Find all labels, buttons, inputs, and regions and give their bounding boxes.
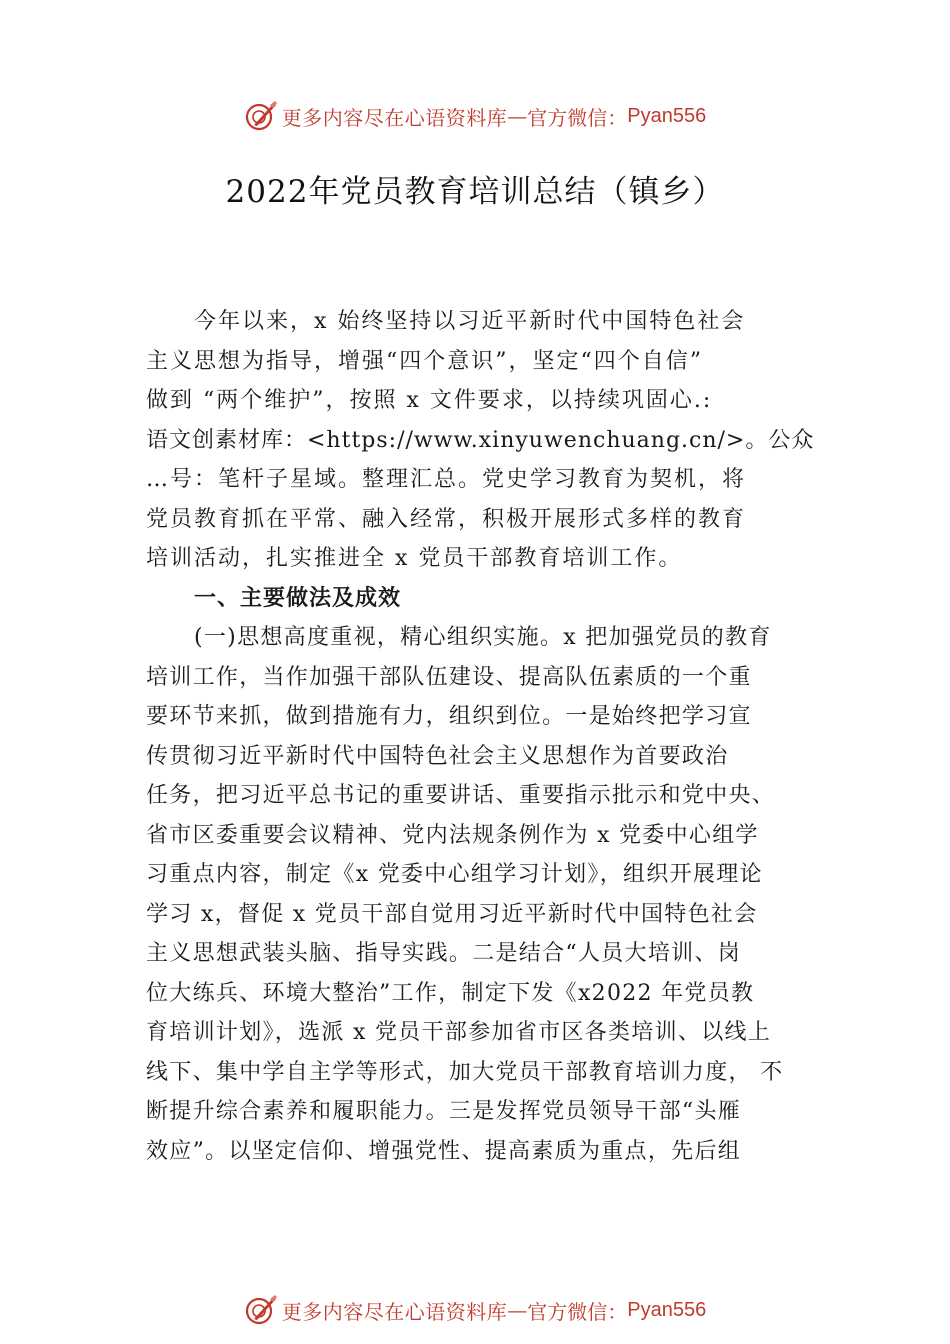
section-line: 传贯彻习近平新时代中国特色社会主义思想作为首要政治 — [146, 743, 729, 769]
intro-line: 主义思想为指导，增强“四个意识”，坚定“四个自信” — [146, 348, 703, 374]
banner-dash: — — [507, 104, 528, 128]
document-title: 2022年党员教育培训总结（镇乡） — [225, 174, 725, 210]
banner-main-text: 更多内容尽在心语资料库 — [281, 105, 508, 130]
section-line: 任务，把习近平总书记的重要讲话、重要指示批示和党中央、 — [146, 783, 776, 808]
quill-pen-logo-icon — [244, 1293, 278, 1327]
intro-line: 党员教育抓在平常、融入经常，积极开展形式多样的教育 — [146, 506, 747, 532]
banner-wechat-id: Pyan556 — [627, 1298, 707, 1321]
document-body — [146, 302, 815, 1171]
section-line: 效应”。以坚定信仰、增强党性、提高素质为重点，先后组 — [146, 1138, 742, 1164]
section-line: (一)思想高度重视，精心组织实施。x 把加强党员的教育 — [194, 625, 772, 650]
intro-line: …号：笔杆子星域。整理汇总。党史学习教育为契机，将 — [146, 467, 747, 492]
section-line: 省市区委重要会议精神、党内法规条例作为 x 党委中心组学 — [146, 822, 759, 848]
banner-dash: — — [507, 1298, 528, 1322]
section-line: 断提升综合素养和履职能力。三是发挥党员领导干部“头雁 — [146, 1099, 742, 1124]
intro-line: 语文创素材库：<https://www.xinyuwenchuang.cn/>。公众 — [146, 427, 815, 453]
header-banner[interactable] — [0, 96, 950, 136]
banner-wechat-label: 官方微信： — [527, 1299, 628, 1324]
banner-wechat-label: 官方微信： — [527, 105, 628, 130]
intro-line: 今年以来，x 始终坚持以习近平新时代中国特色社会 — [194, 309, 746, 334]
footer-banner[interactable] — [0, 1290, 950, 1330]
section-line: 要环节来抓，做到措施有力，组织到位。一是始终把学习宣 — [146, 704, 752, 729]
section-line: 线下、集中学自主学等形式，加大党员干部教育培训力度， 不 — [146, 1059, 784, 1085]
section-line: 位大练兵、环境大整治”工作，制定下发《x2022 年党员教 — [146, 980, 755, 1006]
banner-main-text: 更多内容尽在心语资料库 — [281, 1299, 508, 1324]
quill-pen-logo-icon — [244, 99, 278, 133]
banner-wechat-id: Pyan556 — [627, 104, 707, 127]
section-line: 主义思想武装头脑、指导实践。二是结合“人员大培训、岗 — [146, 941, 742, 966]
section-line: 习重点内容，制定《x 党委中心组学习计划》，组织开展理论 — [146, 862, 763, 887]
section-heading: 一、主要做法及成效 — [194, 585, 402, 611]
section-line: 培训工作，当作加强干部队伍建设、提高队伍素质的一个重 — [146, 664, 752, 690]
intro-line: 做到 “两个维护”，按照 x 文件要求，以持续巩固心.: — [146, 388, 713, 413]
intro-line: 培训活动，扎实推进全 x 党员干部教育培训工作。 — [146, 546, 683, 571]
section-line: 学习 x，督促 x 党员干部自觉用习近平新时代中国特色社会 — [146, 901, 758, 927]
section-line: 育培训计划》，选派 x 党员干部参加省市区各类培训、以线上 — [146, 1020, 772, 1045]
